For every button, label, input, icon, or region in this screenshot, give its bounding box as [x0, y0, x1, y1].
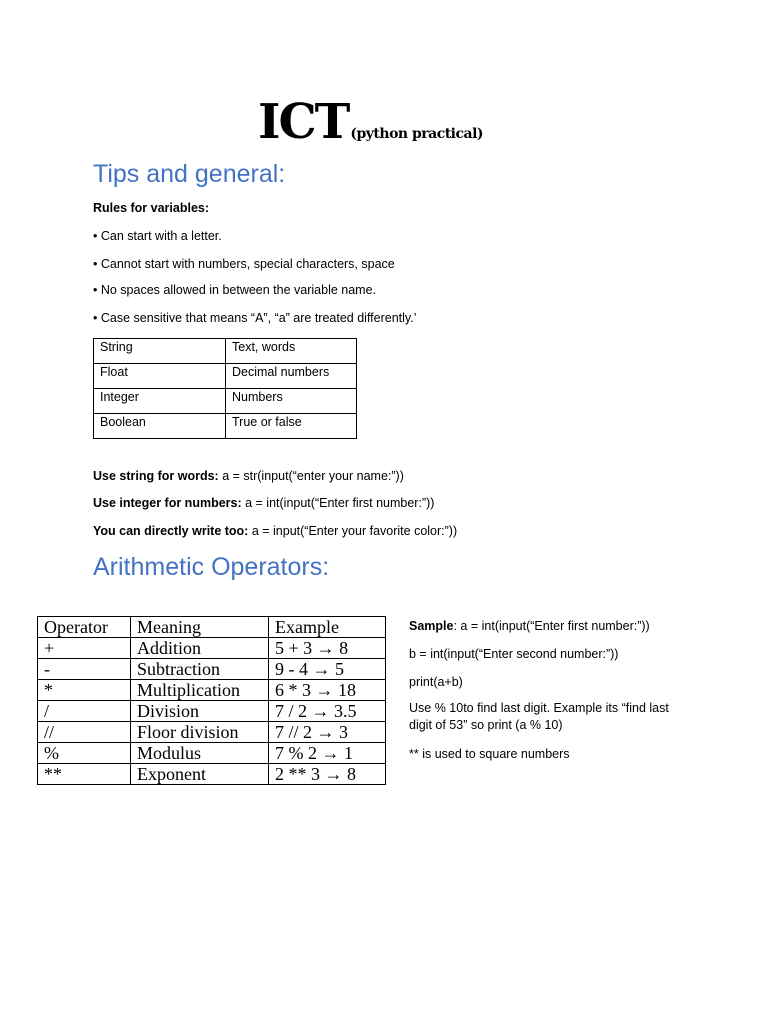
operator-cell: ** — [38, 764, 131, 785]
arithmetic-heading: Arithmetic Operators: — [93, 553, 330, 581]
table-row — [94, 389, 357, 414]
table-row — [94, 414, 357, 439]
data-types-table — [93, 338, 357, 439]
operator-cell: % — [38, 743, 131, 764]
column-header: Meaning — [131, 617, 269, 638]
rule-item: • Cannot start with numbers, special characters, space — [93, 257, 395, 271]
example-cell: 2 ** 3 → 8 — [269, 764, 386, 785]
example-cell: 7 % 2 → 1 — [269, 743, 386, 764]
type-name-cell: Boolean — [94, 414, 226, 439]
operator-cell: / — [38, 701, 131, 722]
type-name-cell: Integer — [94, 389, 226, 414]
table-row — [38, 764, 386, 785]
table-row — [94, 364, 357, 389]
type-name-cell: String — [94, 339, 226, 364]
table-header-row — [38, 617, 386, 638]
usage-line: Use string for words: a = str(input(“enter your name:”)) — [93, 469, 404, 483]
table-row — [38, 638, 386, 659]
type-desc-cell: Numbers — [226, 389, 357, 414]
document-title — [258, 94, 483, 150]
example-cell: 7 / 2 → 3.5 — [269, 701, 386, 722]
table-row — [94, 339, 357, 364]
sample-line: b = int(input(“Enter second number:”)) — [409, 647, 619, 661]
type-desc-cell: Decimal numbers — [226, 364, 357, 389]
type-desc-cell: True or false — [226, 414, 357, 439]
example-cell: 5 + 3 → 8 — [269, 638, 386, 659]
title-main: ICT — [258, 94, 349, 150]
rules-label: Rules for variables: — [93, 201, 210, 215]
meaning-cell: Multiplication — [131, 680, 269, 701]
meaning-cell: Division — [131, 701, 269, 722]
column-header: Operator — [38, 617, 131, 638]
table-row — [38, 659, 386, 680]
meaning-cell: Subtraction — [131, 659, 269, 680]
type-desc-cell: Text, words — [226, 339, 357, 364]
usage-line: Use integer for numbers: a = int(input(“Enter first number:”)) — [93, 496, 435, 510]
meaning-cell: Floor division — [131, 722, 269, 743]
operator-cell: // — [38, 722, 131, 743]
table-row — [38, 722, 386, 743]
title-subtitle: (python practical) — [350, 126, 484, 142]
table-row — [38, 680, 386, 701]
operator-cell: + — [38, 638, 131, 659]
sample-note: ** is used to square numbers — [409, 747, 570, 761]
rule-item: • Case sensitive that means “A”, “a” are treated differently.’ — [93, 311, 417, 325]
sample-line: print(a+b) — [409, 675, 463, 689]
meaning-cell: Exponent — [131, 764, 269, 785]
sample-note: Use % 10to find last digit. Example its “find last digit of 53” so print (a % 10) — [409, 701, 669, 732]
meaning-cell: Modulus — [131, 743, 269, 764]
example-cell: 7 // 2 → 3 — [269, 722, 386, 743]
table-row — [38, 701, 386, 722]
table-row — [38, 743, 386, 764]
tips-heading: Tips and general: — [93, 160, 286, 188]
operator-cell: - — [38, 659, 131, 680]
meaning-cell: Addition — [131, 638, 269, 659]
sample-line: Sample: a = int(input(“Enter first number:”)) — [409, 619, 650, 633]
rule-item: • Can start with a letter. — [93, 229, 222, 243]
operator-cell: * — [38, 680, 131, 701]
example-cell: 9 - 4 → 5 — [269, 659, 386, 680]
rule-item: • No spaces allowed in between the variable name. — [93, 283, 377, 297]
type-name-cell: Float — [94, 364, 226, 389]
column-header: Example — [269, 617, 386, 638]
operators-table — [37, 616, 386, 785]
example-cell: 6 * 3 → 18 — [269, 680, 386, 701]
usage-line: You can directly write too: a = input(“Enter your favorite color:”)) — [93, 524, 458, 538]
